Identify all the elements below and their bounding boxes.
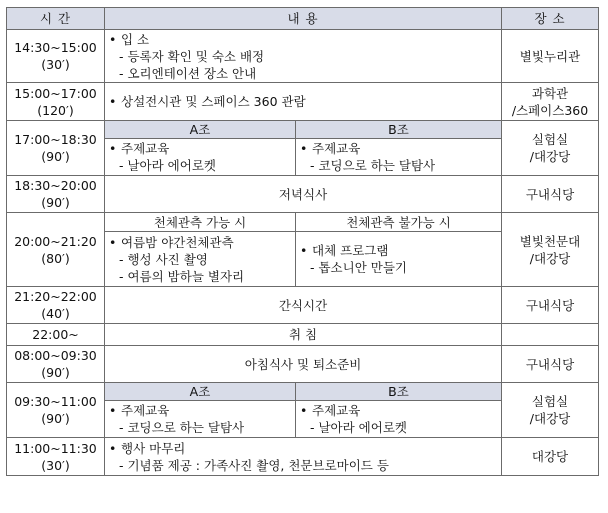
header-content: 내 용 <box>105 8 502 30</box>
content-cell: 아침식사 및 퇴소준비 <box>105 346 502 383</box>
content-item: - 행성 사진 촬영 <box>119 251 208 267</box>
duration-text: (90′) <box>41 195 70 210</box>
header-time: 시 간 <box>7 8 105 30</box>
table-row <box>7 30 599 83</box>
observation-impossible-content <box>296 232 502 287</box>
bullet: • <box>109 403 117 418</box>
time-text: 14:30~15:00 <box>14 40 97 55</box>
time-cell <box>7 121 105 176</box>
content-cell: 저녁식사 <box>105 176 502 213</box>
content-item: - 톱소니안 만들기 <box>310 260 407 275</box>
bullet: • <box>109 31 117 47</box>
duration-text: (30′) <box>41 457 70 473</box>
group-a-content <box>105 139 296 176</box>
content-title <box>109 31 497 48</box>
duration-text: (120′) <box>37 102 74 118</box>
place-cell <box>502 121 599 176</box>
title-text: 주제교육 <box>121 403 170 418</box>
table-row <box>7 346 599 383</box>
table-row <box>7 213 599 232</box>
place-cell <box>502 383 599 438</box>
bullet: • <box>109 440 117 456</box>
place-cell: 구내식당 <box>502 287 599 324</box>
table-row <box>7 83 599 121</box>
place-cell: 별빛누리관 <box>502 30 599 83</box>
place-text: /대강당 <box>529 411 571 426</box>
content-item: - 날아라 에어로켓 <box>119 158 216 173</box>
content-item: - 오리엔테이션 장소 안내 <box>119 65 257 81</box>
content-item: - 기념품 제공 : 가족사진 촬영, 천문브로마이드 등 <box>119 457 389 473</box>
content-item: - 등록자 확인 및 숙소 배정 <box>119 48 265 64</box>
content-cell <box>105 83 502 121</box>
content-item: - 여름의 밤하늘 별자리 <box>119 268 245 284</box>
schedule-table <box>6 7 599 476</box>
bullet: • <box>109 234 117 250</box>
time-text: 20:00~21:20 <box>14 233 97 249</box>
header-place: 장 소 <box>502 8 599 30</box>
table-row <box>7 324 599 346</box>
content-cell <box>105 438 502 476</box>
time-text: 17:00~18:30 <box>14 132 97 147</box>
place-text: /대강당 <box>529 149 571 164</box>
place-text: 실험실 <box>531 132 569 147</box>
table-row <box>7 287 599 324</box>
title-text: 주제교육 <box>312 141 361 156</box>
time-text: 18:30~20:00 <box>14 178 97 193</box>
duration-text: (30′) <box>41 57 70 72</box>
place-cell <box>502 83 599 121</box>
place-text: 별빛천문대 <box>519 233 581 249</box>
title-text: 입 소 <box>121 31 150 47</box>
duration-text: (90′) <box>41 149 70 164</box>
observation-possible-header: 천체관측 가능 시 <box>105 213 296 232</box>
time-cell <box>7 30 105 83</box>
group-a-content <box>105 401 296 438</box>
table-row <box>7 121 599 139</box>
place-text: 실험실 <box>531 394 569 409</box>
bullet: • <box>300 243 308 258</box>
bullet: • <box>109 141 117 156</box>
group-b-content <box>296 401 502 438</box>
title-text: 여름밤 야간천체관측 <box>121 234 234 250</box>
time-cell <box>7 176 105 213</box>
content-item: - 코딩으로 하는 달탐사 <box>119 420 245 435</box>
place-cell: 대강당 <box>502 438 599 476</box>
place-cell: 구내식당 <box>502 176 599 213</box>
group-a-header: A조 <box>105 383 296 401</box>
title-text: 행사 마무리 <box>121 440 186 456</box>
time-text: 15:00~17:00 <box>14 85 97 101</box>
observation-possible-content <box>105 232 296 287</box>
title-text: 주제교육 <box>312 403 361 418</box>
place-cell <box>502 324 599 346</box>
duration-text: (90′) <box>41 365 70 380</box>
content-cell: 간식시간 <box>105 287 502 324</box>
table-row <box>7 383 599 401</box>
time-cell: 22:00~ <box>7 324 105 346</box>
group-b-content <box>296 139 502 176</box>
content-item: - 코딩으로 하는 달탐사 <box>310 158 436 173</box>
title-text: 대체 프로그램 <box>312 243 389 258</box>
time-text: 08:00~09:30 <box>14 348 97 363</box>
content-item: - 날아라 에어로켓 <box>310 420 407 435</box>
duration-text: (40′) <box>41 306 70 321</box>
time-cell <box>7 213 105 287</box>
duration-text: (90′) <box>41 411 70 426</box>
title-text: 주제교육 <box>121 141 170 156</box>
content-cell <box>105 30 502 83</box>
bullet: • <box>300 403 308 418</box>
time-cell <box>7 287 105 324</box>
header-row <box>7 8 599 30</box>
observation-impossible-header: 천체관측 불가능 시 <box>296 213 502 232</box>
bullet: • <box>109 94 117 109</box>
duration-text: (80′) <box>41 250 70 266</box>
time-text: 09:30~11:00 <box>14 394 97 409</box>
group-b-header: B조 <box>296 121 502 139</box>
time-cell <box>7 346 105 383</box>
time-text: 21:20~22:00 <box>14 289 97 304</box>
bullet: • <box>300 141 308 156</box>
title-text: 상설전시관 및 스페이스 360 관람 <box>121 94 306 109</box>
table-row <box>7 176 599 213</box>
time-text: 11:00~11:30 <box>14 440 97 456</box>
time-cell <box>7 83 105 121</box>
place-text: 과학관 <box>531 85 569 101</box>
table-row <box>7 438 599 476</box>
group-b-header: B조 <box>296 383 502 401</box>
place-text: /대강당 <box>529 250 571 266</box>
time-cell <box>7 438 105 476</box>
group-a-header: A조 <box>105 121 296 139</box>
content-cell: 취 침 <box>105 324 502 346</box>
place-cell: 구내식당 <box>502 346 599 383</box>
place-text: /스페이스360 <box>511 102 589 118</box>
place-cell <box>502 213 599 287</box>
time-cell <box>7 383 105 438</box>
